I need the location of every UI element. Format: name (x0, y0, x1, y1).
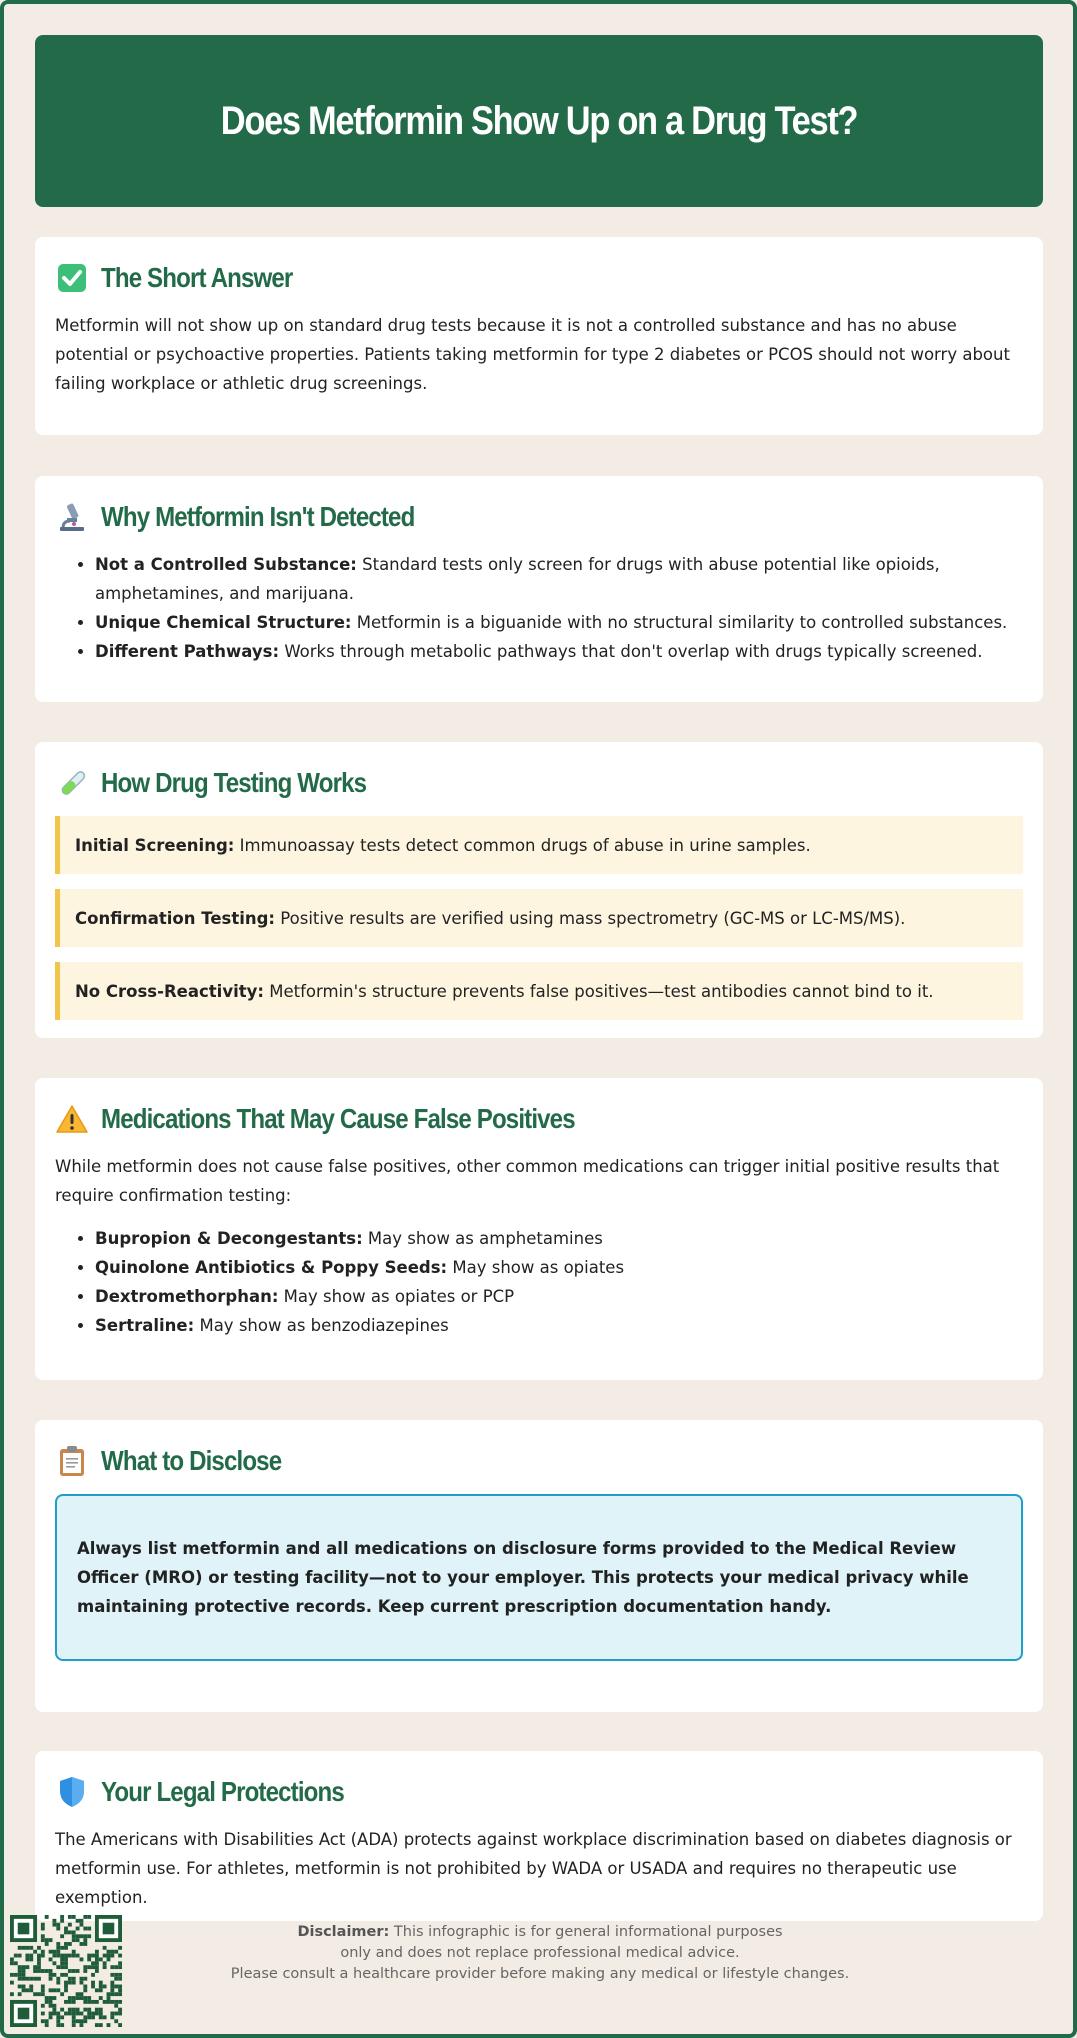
list-item: • Not a Controlled Substance: Standard tests only screen for drugs with abuse potential like opioids, amphetamines, and marijuana. (95, 550, 1023, 608)
list-item: • Unique Chemical Structure: Metformin is a biguanide with no structural similarity to controlled substances. (95, 608, 1023, 637)
why-card (35, 476, 1043, 702)
list-item: • Bupropion & Decongestants: May show as amphetamines (95, 1224, 1023, 1253)
step-no-cross-reactivity: No Cross-Reactivity: Metformin's structure prevents false positives—test antibodies cannot bind to it. (55, 962, 1023, 1020)
list-item: • Dextromethorphan: May show as opiates or PCP (95, 1282, 1023, 1311)
check-box-icon (55, 261, 89, 295)
disclaimer-line-2: only and does not replace professional medical advice. (340, 1945, 740, 1961)
how-card (35, 742, 1043, 1038)
disclaimer-line-1: This infographic is for general informational purposes (389, 1924, 783, 1940)
short-answer-card (35, 237, 1043, 435)
false-positives-list (95, 1224, 1023, 1340)
short-answer-text: Metformin will not show up on standard drug tests because it is not a controlled substance and has no abuse potential or psychoactive properties. Patients taking metformin for type 2 diabetes or PCOS should not worry about failing workplace or athletic drug screenings. (55, 316, 1010, 393)
page-title: Does Metformin Show Up on a Drug Test? (220, 98, 858, 143)
false-positives-intro: While metformin does not cause false positives, other common medications can trigger initial positive results that require confirmation testing: (55, 1157, 1000, 1205)
short-answer-title: The Short Answer (101, 262, 293, 293)
legal-title: Your Legal Protections (101, 1776, 344, 1807)
how-title: How Drug Testing Works (101, 767, 367, 798)
header-banner (35, 35, 1043, 207)
legal-card (35, 1751, 1043, 1921)
infographic (35, 35, 1043, 1907)
false-positives-card (35, 1078, 1043, 1380)
disclose-callout: Always list metformin and all medications on disclosure forms provided to the Medical Review Officer (MRO) or testing facility—not to your employer. This protects your medical privacy while maintaining protective records. Keep current prescription documentation handy. (55, 1494, 1023, 1661)
disclaimer (140, 1922, 940, 1985)
list-item: • Quinolone Antibiotics & Poppy Seeds: May show as opiates (95, 1253, 1023, 1282)
why-list (95, 550, 1023, 666)
legal-text: The Americans with Disabilities Act (ADA) protects against workplace discrimination based on diabetes diagnosis or metformin use. For athletes, metformin is not prohibited by WADA or USADA and requires no therapeutic use exemption. (55, 1830, 1012, 1907)
shield-icon (55, 1775, 89, 1809)
test-tube-icon (55, 766, 89, 800)
list-item: • Different Pathways: Works through metabolic pathways that don't overlap with drugs typically screened. (95, 637, 1023, 666)
false-positives-title: Medications That May Cause False Positives (101, 1103, 575, 1134)
disclose-title: What to Disclose (101, 1445, 282, 1476)
step-initial-screening: Initial Screening: Immunoassay tests detect common drugs of abuse in urine samples. (55, 816, 1023, 874)
warning-icon (55, 1102, 89, 1136)
clipboard-icon (55, 1444, 89, 1478)
disclaimer-label: Disclaimer: (297, 1924, 390, 1940)
qr-code-icon (10, 1915, 122, 2027)
why-title: Why Metformin Isn't Detected (101, 501, 415, 532)
disclose-card (35, 1420, 1043, 1712)
microscope-icon (55, 500, 89, 534)
disclaimer-line-3: Please consult a healthcare provider before making any medical or lifestyle changes. (230, 1966, 850, 1982)
list-item: • Sertraline: May show as benzodiazepines (95, 1311, 1023, 1340)
step-confirmation-testing: Confirmation Testing: Positive results are verified using mass spectrometry (GC-MS or LC-MS/MS). (55, 889, 1023, 947)
